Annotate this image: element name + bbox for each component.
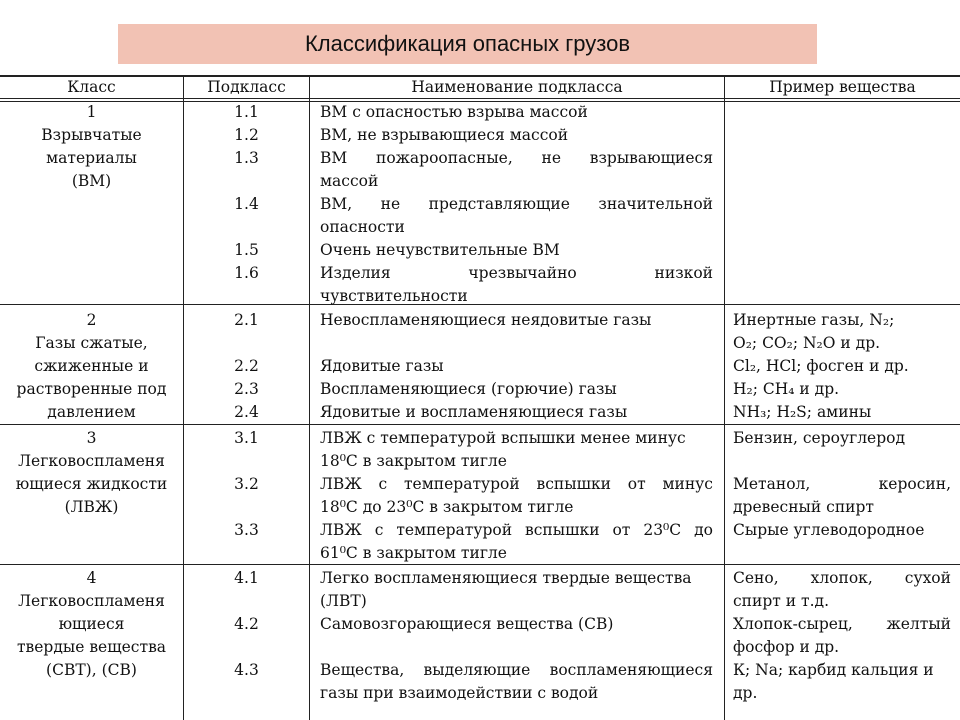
class-line: 1	[86, 103, 97, 121]
name-line: Ядовитые газы	[320, 357, 444, 375]
class-line: 3	[86, 429, 97, 447]
example-line-justified	[733, 473, 951, 496]
subclass-code: 3.2	[234, 475, 259, 493]
word: от	[627, 475, 646, 493]
word: минус	[662, 475, 713, 493]
header-subclass-name: Наименование подкласса	[411, 78, 623, 96]
name-line: Очень нечувствительные ВМ	[320, 241, 560, 259]
example-line: спирт и т.д.	[733, 592, 829, 610]
group-divider-2	[0, 424, 960, 425]
word: сухой	[904, 569, 951, 587]
word: Хлопок-сырец,	[733, 615, 853, 633]
word: представляющие	[428, 195, 570, 213]
example-line: Сырые углеводородное	[733, 521, 925, 539]
subclass-code: 4.2	[234, 615, 259, 633]
subclass-code: 2.1	[234, 311, 259, 329]
class-line: ющиеся жидкости	[15, 475, 168, 493]
class-line: (ЛВЖ)	[64, 498, 119, 516]
class-line: Легковоспламеня	[18, 452, 165, 470]
name-line-justified	[320, 262, 713, 285]
class-line: растворенные под	[16, 380, 167, 398]
example-line: др.	[733, 684, 758, 702]
example-line-justified	[733, 613, 951, 636]
word: выделяющие	[423, 661, 531, 679]
class-line: Газы сжатые,	[35, 334, 148, 352]
class-line: 4	[86, 569, 97, 587]
word: Вещества,	[320, 661, 405, 679]
name-line: Воспламеняющиеся (горючие) газы	[320, 380, 617, 398]
header-class: Класс	[67, 78, 116, 96]
class-line: (ВМ)	[71, 172, 112, 190]
word: хлопок,	[810, 569, 873, 587]
word: Сено,	[733, 569, 779, 587]
name-line: ЛВЖ с температурой вспышки менее минус	[320, 429, 686, 447]
word: с	[378, 475, 388, 493]
word: низкой	[654, 264, 713, 282]
subclass-code: 4.3	[234, 661, 259, 679]
names-3-cell	[320, 427, 713, 565]
word: вспышки	[525, 521, 600, 539]
word: от	[612, 521, 631, 539]
name-line: Легко воспламеняющиеся твердые вещества	[320, 569, 692, 587]
names-1-cell	[320, 101, 713, 308]
class-line: 2	[86, 311, 97, 329]
name-line: ВМ с опасностью взрыва массой	[320, 103, 588, 121]
example-line: NH₃; H₂S; амины	[733, 403, 872, 421]
example-line-justified	[733, 567, 951, 590]
word: чрезвычайно	[468, 264, 577, 282]
class-1-cell	[0, 101, 183, 193]
class-line: давлением	[47, 403, 136, 421]
word: Изделия	[320, 264, 391, 282]
name-line-justified	[320, 473, 713, 496]
example-line: Бензин, сероуглерод	[733, 429, 906, 447]
class-line: (СВТ), (СВ)	[46, 661, 137, 679]
class-3-cell	[0, 427, 183, 519]
name-line: опасности	[320, 218, 405, 236]
name-line-justified	[320, 519, 713, 542]
name-line: 18⁰С до 23⁰С в закрытом тигле	[320, 498, 574, 516]
word: 23⁰С	[643, 521, 682, 539]
subclass-code: 1.5	[234, 241, 259, 259]
example-line: фосфор и др.	[733, 638, 840, 656]
name-line-justified	[320, 193, 713, 216]
word: ВМ	[320, 149, 348, 167]
class-line: материалы	[46, 149, 137, 167]
word: керосин,	[878, 475, 951, 493]
example-line: древесный спирт	[733, 498, 874, 516]
class-2-cell	[0, 309, 183, 424]
word: температурой	[396, 521, 513, 539]
word: не	[380, 195, 401, 213]
subclass-code: 1.4	[234, 195, 259, 213]
column-divider-3	[724, 75, 725, 720]
word: ЛВЖ	[320, 475, 362, 493]
word: воспламеняющиеся	[549, 661, 713, 679]
example-line: Cl₂, HCl; фосген и др.	[733, 357, 909, 375]
page-title: Классификация опасных грузов	[118, 24, 817, 64]
subclass-code: 3.3	[234, 521, 259, 539]
class-line: твердые вещества	[16, 638, 167, 656]
subclass-code: 1.1	[234, 103, 259, 121]
name-line: газы при взаимодействии с водой	[320, 684, 599, 702]
name-line: 18⁰С в закрытом тигле	[320, 452, 507, 470]
class-4-cell	[0, 567, 183, 682]
class-line: ющиеся	[58, 615, 125, 633]
subclass-code: 2.3	[234, 380, 259, 398]
word: вспышки	[536, 475, 612, 493]
subclass-code: 3.1	[234, 429, 259, 447]
example-line: К; Na; карбид кальция и	[733, 661, 934, 679]
name-line: Самовозгорающиеся вещества (СВ)	[320, 615, 614, 633]
column-divider-2	[309, 75, 310, 720]
word: пожароопасные,	[375, 149, 513, 167]
name-line: чувствительности	[320, 287, 468, 305]
name-line: 61⁰С в закрытом тигле	[320, 544, 507, 562]
subclass-code: 1.3	[234, 149, 259, 167]
examples-2-cell	[733, 309, 955, 424]
subclass-code: 1.2	[234, 126, 259, 144]
class-line: Взрывчатые	[41, 126, 142, 144]
word: ВМ,	[320, 195, 353, 213]
example-line: Инертные газы, N₂;	[733, 311, 895, 329]
class-line: сжиженные и	[34, 357, 149, 375]
word: значительной	[598, 195, 713, 213]
word: желтый	[886, 615, 951, 633]
word: Метанол,	[733, 475, 811, 493]
word: с	[374, 521, 384, 539]
name-line: Невоспламеняющиеся неядовитые газы	[320, 311, 652, 329]
name-line-justified	[320, 659, 713, 682]
subclass-code: 2.4	[234, 403, 259, 421]
subclass-code: 4.1	[234, 569, 259, 587]
word: взрывающиеся	[589, 149, 713, 167]
subclass-code: 1.6	[234, 264, 259, 282]
word: ЛВЖ	[320, 521, 362, 539]
word: температурой	[403, 475, 520, 493]
header-bottom-rule	[0, 98, 960, 99]
word: не	[541, 149, 561, 167]
word: до	[694, 521, 713, 539]
example-line: O₂; CO₂; N₂O и др.	[733, 334, 881, 352]
name-line: (ЛВТ)	[320, 592, 367, 610]
header-subclass: Подкласс	[207, 78, 286, 96]
name-line: Ядовитые и воспламеняющиеся газы	[320, 403, 628, 421]
example-line: H₂; CH₄ и др.	[733, 380, 840, 398]
class-line: Легковоспламеня	[18, 592, 165, 610]
name-line-justified	[320, 147, 713, 170]
name-line: ВМ, не взрывающиеся массой	[320, 126, 569, 144]
header-example: Пример вещества	[769, 78, 916, 96]
name-line: массой	[320, 172, 379, 190]
subclass-code: 2.2	[234, 357, 259, 375]
